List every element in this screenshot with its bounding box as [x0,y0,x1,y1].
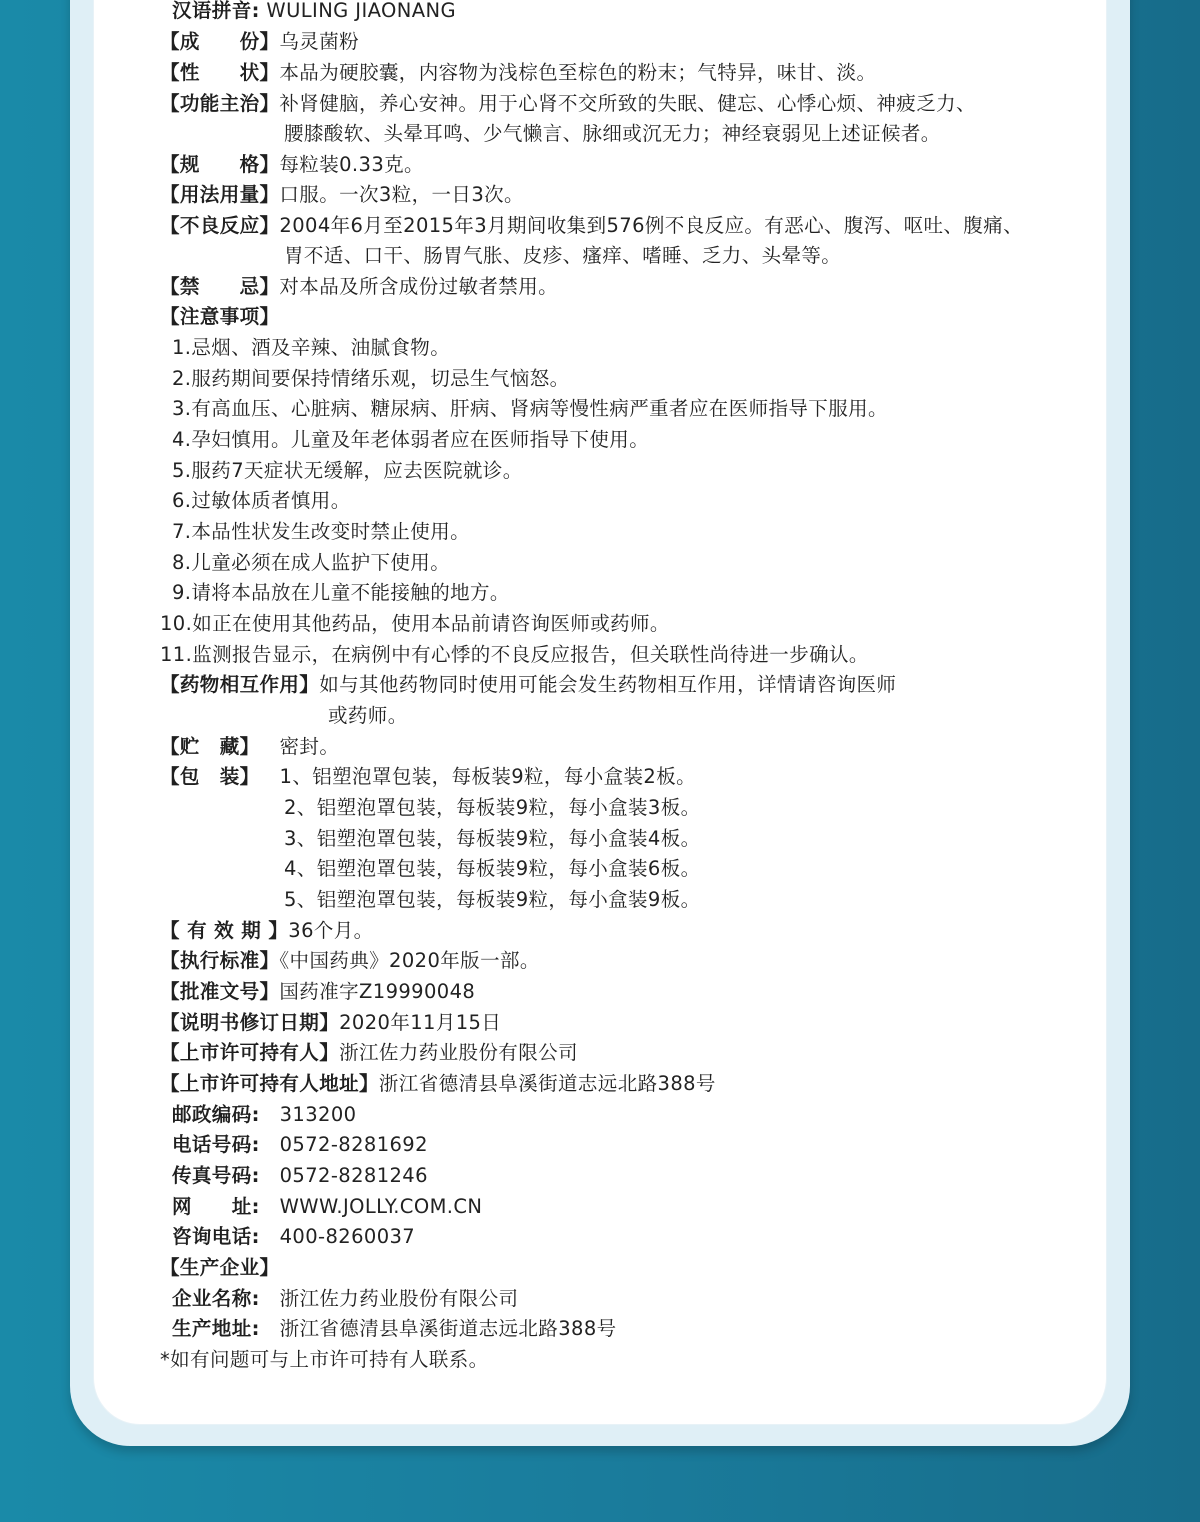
entry-adverse-reactions-cont: 胃不适、口干、肠胃气胀、皮疹、瘙痒、嗜睡、乏力、头晕等。 [284,244,842,267]
entry-website: 网 址: WWW.JOLLY.COM.CN [172,1195,483,1218]
entry-indications-cont: 腰膝酸软、头晕耳鸣、少气懒言、脉细或沉无力；神经衰弱见上述证候者。 [284,122,941,145]
entry-license-holder-address: 【上市许可持有人地址】浙江省德清县阜溪街道志远北路388号 [160,1072,716,1095]
entry-company-name: 企业名称: 浙江佐力药业股份有限公司 [172,1287,519,1310]
entry-revision-date: 【说明书修订日期】2020年11月15日 [160,1011,502,1034]
entry-hotline: 咨询电话: 400-8260037 [172,1225,416,1248]
entry-appearance: 【性 状】本品为硬胶囊，内容物为浅棕色至棕色的粉末；气特异，味甘、淡。 [160,61,877,84]
entry-fax: 传真号码: 0572-8281246 [172,1164,428,1187]
entry-contraindications: 【禁 忌】对本品及所含成份过敏者禁用。 [160,275,559,298]
entry-standard: 【执行标准】《中国药典》2020年版一部。 [160,949,540,972]
entry-indications: 【功能主治】补肾健脑，养心安神。用于心肾不交所致的失眠、健忘、心悸心烦、神疲乏力、 [160,92,976,115]
packaging-item: 2、铝塑泡罩包装，每板装9粒，每小盒装3板。 [284,796,701,819]
precaution-item: 5.服药7天症状无缓解，应去医院就诊。 [172,459,523,482]
entry-specification: 【规 格】每粒装0.33克。 [160,153,424,176]
entry-postal-code: 邮政编码: 313200 [172,1103,357,1126]
entry-phone: 电话号码: 0572-8281692 [172,1133,428,1156]
precaution-item: 8.儿童必须在成人监护下使用。 [172,551,451,574]
entry-drug-interactions-cont: 或药师。 [328,704,408,727]
precaution-item: 10.如正在使用其他药品，使用本品前请咨询医师或药师。 [160,612,670,635]
entry-storage: 【贮 藏】 密封。 [160,735,340,758]
packaging-item: 5、铝塑泡罩包装，每板装9粒，每小盒装9板。 [284,888,701,911]
entry-dosage: 【用法用量】口服。一次3粒，一日3次。 [160,183,524,206]
entry-pinyin: 汉语拼音: WULING JIAONANG [172,0,456,22]
entry-production-address: 生产地址: 浙江省德清县阜溪街道志远北路388号 [172,1317,617,1340]
precaution-item: 1.忌烟、酒及辛辣、油腻食物。 [172,336,451,359]
precaution-item: 9.请将本品放在儿童不能接触的地方。 [172,581,510,604]
precaution-item: 6.过敏体质者慎用。 [172,489,351,512]
precaution-item: 11.监测报告显示，在病例中有心悸的不良反应报告，但关联性尚待进一步确认。 [160,643,869,666]
entry-packaging: 【包 装】 1、铝塑泡罩包装，每板装9粒，每小盒装2板。 [160,765,697,788]
entry-drug-interactions: 【药物相互作用】如与其他药物同时使用可能会发生药物相互作用，详情请咨询医师 [160,673,897,696]
entry-license-holder: 【上市许可持有人】浙江佐力药业股份有限公司 [160,1041,578,1064]
precaution-item: 7.本品性状发生改变时禁止使用。 [172,520,471,543]
entry-shelf-life: 【 有 效 期 】36个月。 [160,919,374,942]
precaution-item: 4.孕妇慎用。儿童及年老体弱者应在医师指导下使用。 [172,428,650,451]
precaution-item: 3.有高血压、心脏病、糖尿病、肝病、肾病等慢性病严重者应在医师指导下服用。 [172,397,888,420]
precaution-item: 2.服药期间要保持情绪乐观，切忌生气恼怒。 [172,367,570,390]
packaging-item: 3、铝塑泡罩包装，每板装9粒，每小盒装4板。 [284,827,701,850]
entry-precautions-heading: 【注意事项】 [160,305,280,328]
packaging-item: 4、铝塑泡罩包装，每板装9粒，每小盒装6板。 [284,857,701,880]
footnote: *如有问题可与上市许可持有人联系。 [160,1348,489,1371]
entry-approval-number: 【批准文号】国药准字Z19990048 [160,980,476,1003]
entry-manufacturer-heading: 【生产企业】 [160,1256,280,1279]
entry-ingredients: 【成 份】乌灵菌粉 [160,30,360,53]
entry-adverse-reactions: 【不良反应】2004年6月至2015年3月期间收集到576例不良反应。有恶心、腹泻、呕吐、腹痛、 [160,214,1023,237]
